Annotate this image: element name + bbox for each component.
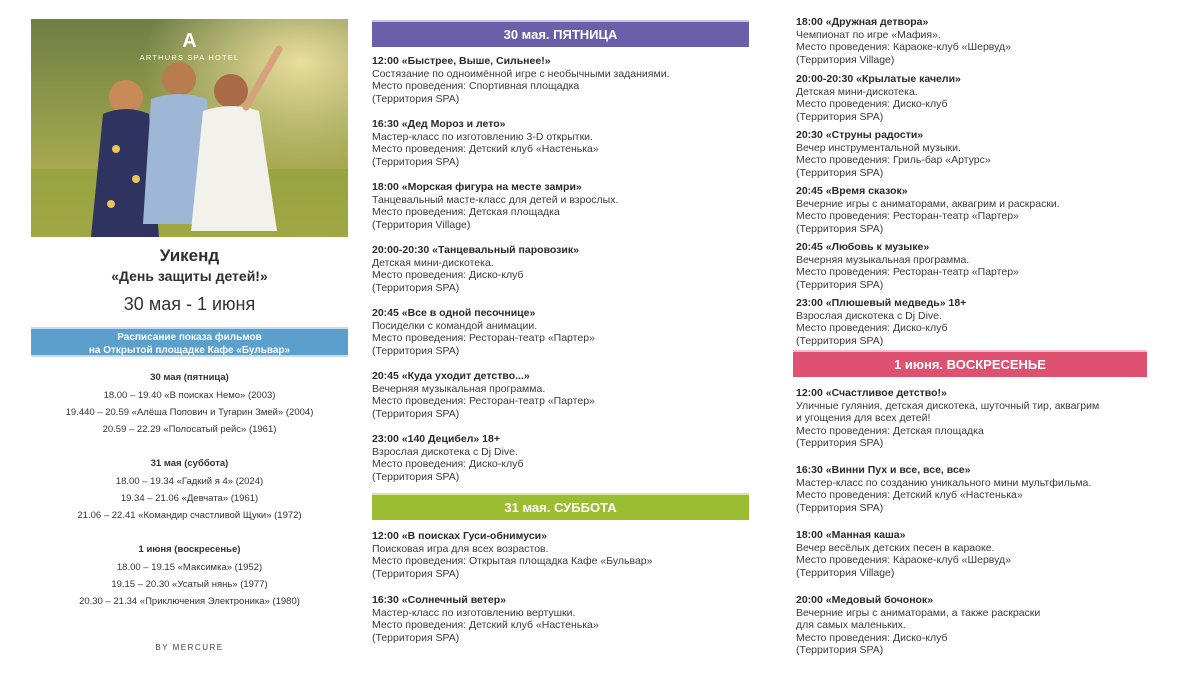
event-line: Место проведения: Караоке-клуб «Шервуд»: [796, 41, 1012, 53]
event-saturday-4: [796, 73, 1156, 123]
event-sunday-2: [796, 464, 1156, 514]
event-title: 18:00 «Манная каша»: [796, 529, 906, 541]
event-line: Место проведения: Ресторан-театр «Партер»: [372, 332, 595, 344]
event-line: Танцевальный масте-класс для детей и взрослых.: [372, 193, 619, 206]
movie-day-title: 1 июня (воскресенье): [138, 544, 241, 555]
event-friday-6: [372, 370, 752, 420]
event-line: для самых маленьких.: [796, 619, 906, 631]
event-line: Место проведения: Детский клуб «Настенька»: [372, 143, 599, 155]
event-line: (Территория SPA): [796, 334, 884, 347]
event-line: (Территория SPA): [796, 278, 884, 291]
movie-row: 20.30 – 21.34 «Приключения Электроника» (1980): [79, 596, 300, 607]
event-line: Взрослая дискотека с Dj Dive.: [796, 309, 942, 322]
movie-schedule-banner: [31, 327, 348, 357]
event-line: (Территория SPA): [372, 281, 460, 294]
movie-row: 18.00 – 19.34 «Гадкий я 4» (2024): [115, 476, 264, 487]
friday-header: 30 мая. ПЯТНИЦА: [372, 20, 749, 47]
event-line: Место проведения: Открытая площадка Кафе «Бульвар»: [372, 555, 653, 567]
event-title: 12:00 «Быстрее, Выше, Сильнее!»: [372, 55, 551, 67]
event-friday-1: [372, 55, 752, 105]
movie-day-saturday: [31, 456, 348, 524]
event-title: 20:45 «Любовь к музыке»: [796, 241, 930, 253]
weekend-subtitle: «День защиты детей!»: [111, 268, 268, 284]
event-title: 20:45 «Куда уходит детство...»: [372, 370, 530, 382]
hotel-logo: [31, 31, 348, 62]
event-line: Место проведения: Спортивная площадка: [372, 80, 580, 92]
event-sunday-3: [796, 529, 1156, 579]
movie-day-title: 30 мая (пятница): [150, 372, 229, 383]
event-friday-5: [372, 307, 752, 357]
movie-row: 20.59 – 22.29 «Полосатый рейс» (1961): [102, 424, 277, 435]
event-title: 16:30 «Дед Мороз и лето»: [372, 118, 506, 130]
event-title: 18:00 «Дружная детвора»: [796, 16, 929, 28]
event-line: Место проведения: Ресторан-театр «Партер»: [372, 395, 595, 407]
event-line: Место проведения: Детская площадка: [796, 424, 984, 437]
event-line: Место проведения: Ресторан-театр «Партер»: [796, 266, 1019, 278]
event-saturday-6: [796, 185, 1156, 235]
event-line: Детская мини-дискотека.: [372, 256, 494, 269]
event-line: Место проведения: Детский клуб «Настенька»: [796, 489, 1023, 501]
event-line: и угощения для всех детей!: [796, 412, 931, 424]
event-line: Детская мини-дискотека.: [796, 85, 918, 98]
event-line: (Территория SPA): [372, 567, 460, 580]
event-title: 16:30 «Винни Пух и все, все, все»: [796, 464, 971, 476]
movie-day-friday: [31, 370, 348, 438]
event-line: Вечер весёлых детских песен в караоке.: [796, 541, 995, 554]
event-line: Взрослая дискотека с Dj Dive.: [372, 445, 518, 458]
event-line: (Территория SPA): [796, 166, 884, 179]
event-line: Вечерние игры с аниматорами, аквагрим и раскраски.: [796, 197, 1060, 210]
event-friday-3: [372, 181, 752, 231]
event-line: Вечер инструментальной музыки.: [796, 141, 961, 154]
saturday-header: 31 мая. СУББОТА: [372, 493, 749, 520]
event-line: Место проведения: Диско-клуб: [372, 458, 524, 470]
event-line: Место проведения: Диско-клуб: [796, 631, 948, 644]
event-line: (Территория SPA): [796, 644, 884, 656]
event-title: 20:00 «Медовый бочонок»: [796, 594, 934, 606]
event-sunday-1: [796, 387, 1156, 450]
movie-banner-line1: Расписание показа фильмов: [117, 332, 262, 343]
event-friday-7: [372, 433, 752, 483]
weekend-dates: 30 мая - 1 июня: [123, 294, 256, 314]
event-line: Вечерняя музыкальная программа.: [796, 253, 970, 266]
event-line: (Территория SPA): [372, 92, 460, 105]
event-title: 20:45 «Все в одной песочнице»: [372, 307, 536, 319]
event-line: Место проведения: Диско-клуб: [796, 98, 948, 110]
event-title: 23:00 «140 Децибел» 18+: [372, 433, 500, 445]
event-line: Место проведения: Диско-клуб: [372, 269, 524, 281]
event-line: Место проведения: Диско-клуб: [796, 322, 948, 334]
event-line: Уличные гуляния, детская дискотека, шуточный тир, аквагрим: [796, 399, 1100, 412]
movie-row: 19.15 – 20.30 «Усатый нянь» (1977): [111, 579, 268, 590]
hotel-logo-name: ARTHURS SPA HOTEL: [139, 53, 240, 62]
event-line: Поисковая игра для всех возрастов.: [372, 542, 549, 555]
event-line: (Территория Village): [796, 53, 895, 66]
event-title: 23:00 «Плюшевый медведь» 18+: [796, 297, 967, 309]
movie-banner-line2: на Открытой площадке Кафе «Бульвар»: [88, 345, 291, 356]
event-saturday-7: [796, 241, 1156, 291]
event-line: (Территория Village): [372, 218, 471, 231]
event-line: (Территория SPA): [796, 501, 884, 514]
movie-day-sunday: [31, 542, 348, 610]
movie-day-title: 31 мая (суббота): [150, 458, 229, 469]
event-line: Место проведения: Ресторан-театр «Партер»: [796, 210, 1019, 222]
movie-row: 21.06 – 22.41 «Командир счастливой Щуки» (1972): [77, 510, 302, 521]
event-line: Место проведения: Караоке-клуб «Шервуд»: [796, 554, 1012, 566]
event-saturday-2: [372, 594, 752, 644]
movie-row: 18.00 – 19.40 «В поисках Немо» (2003): [103, 390, 276, 401]
event-title: 18:00 «Морская фигура на месте замри»: [372, 181, 582, 193]
event-saturday-8: [796, 297, 1156, 347]
event-line: (Территория SPA): [372, 407, 460, 420]
event-line: Мастер-класс по созданию уникального мини мультфильма.: [796, 476, 1092, 489]
by-mercure-footer: BY MERCURE: [155, 643, 224, 652]
event-saturday-5: [796, 129, 1156, 179]
event-title: 20:45 «Время сказок»: [796, 185, 908, 197]
event-line: Мастер-класс по изготовлению вертушки.: [372, 606, 576, 619]
event-line: (Территория SPA): [372, 470, 460, 483]
event-line: (Территория SPA): [372, 631, 460, 644]
event-friday-4: [372, 244, 752, 294]
event-title: 20:30 «Струны радости»: [796, 129, 924, 141]
event-title: 20:00-20:30 «Танцевальный паровозик»: [372, 244, 579, 256]
weekend-title: Уикенд: [159, 246, 220, 265]
sunday-header: 1 июня. ВОСКРЕСЕНЬЕ: [793, 350, 1147, 377]
event-line: (Территория Village): [796, 566, 895, 579]
event-line: (Территория SPA): [796, 437, 884, 449]
event-title: 12:00 «В поисках Гуси-обнимуси»: [372, 530, 547, 542]
movie-row: 19.34 – 21.06 «Девчата» (1961): [120, 493, 259, 504]
event-line: Место проведения: Детская площадка: [372, 206, 560, 218]
movie-row: 19.440 – 20.59 «Алёша Попович и Тугарин Змей» (2004): [65, 407, 314, 418]
event-sunday-4: [796, 594, 1156, 657]
event-line: Место проведения: Детский клуб «Настенька»: [372, 619, 599, 631]
event-line: (Территория SPA): [372, 155, 460, 168]
event-line: Вечерние игры с аниматорами, а также раскраски: [796, 606, 1041, 619]
event-line: Чемпионат по игре «Мафия».: [796, 28, 941, 41]
event-title: 12:00 «Счастливое детство!»: [796, 387, 947, 399]
event-line: Место проведения: Гриль-бар «Артурс»: [796, 154, 991, 166]
event-line: Мастер-класс по изготовлению 3-D открытки.: [372, 130, 593, 143]
event-line: (Территория SPA): [796, 110, 884, 123]
event-line: Вечерняя музыкальная программа.: [372, 382, 546, 395]
event-line: Посиделки с командой анимации.: [372, 319, 538, 332]
hotel-logo-mark: A: [182, 30, 197, 52]
event-line: (Территория SPA): [796, 222, 884, 235]
event-title: 16:30 «Солнечный ветер»: [372, 594, 506, 606]
event-line: Состязание по одноимённой игре с необычными заданиями.: [372, 67, 670, 80]
event-saturday-1: [372, 530, 752, 580]
event-friday-2: [372, 118, 752, 168]
event-line: (Территория SPA): [372, 344, 460, 357]
movie-row: 18.00 – 19.15 «Максимка» (1952): [116, 562, 263, 573]
event-title: 20:00-20:30 «Крылатые качели»: [796, 73, 961, 85]
event-saturday-3: [796, 16, 1156, 66]
hero-photo: [31, 19, 348, 237]
